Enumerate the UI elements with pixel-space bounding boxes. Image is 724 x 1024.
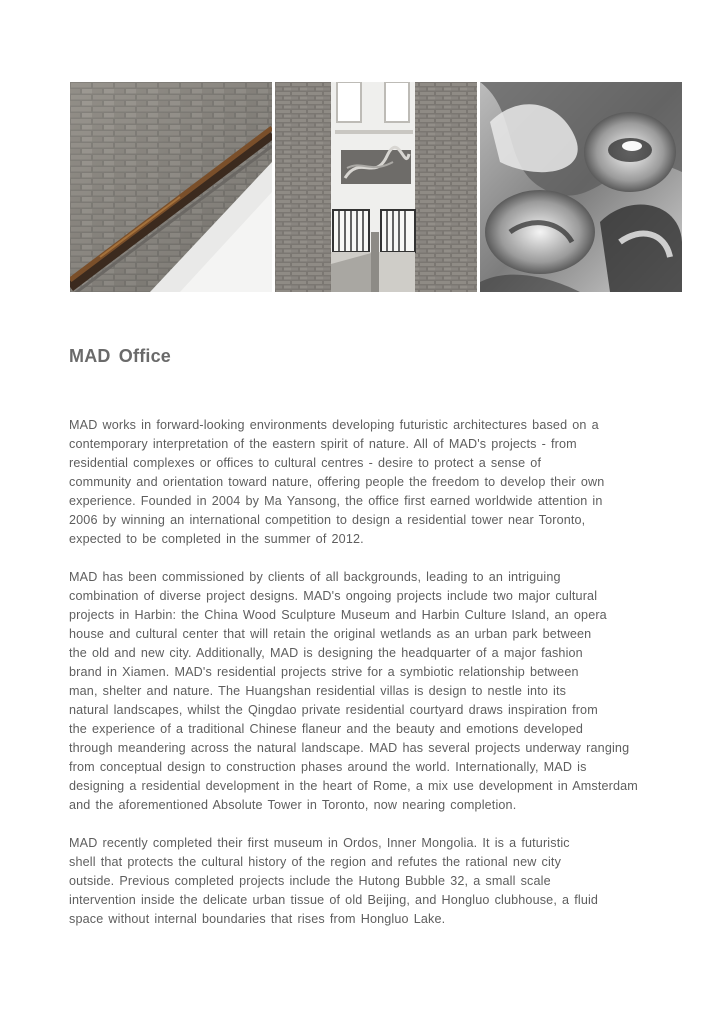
text-line: experience. Founded in 2004 by Ma Yansong, the office first earned worldwide attention in (69, 494, 603, 508)
body-text (69, 416, 659, 948)
text-line: house and cultural center that will retain the original wetlands as an urban park between (69, 627, 592, 641)
text-line: community and orientation toward nature, offering people the freedom to develop their own (69, 475, 605, 489)
photo-stair-hall (275, 82, 477, 292)
text-line: and the aforementioned Absolute Tower in Toronto, now nearing completion. (69, 798, 517, 812)
text-line: brand in Xiamen. MAD's residential projects strive for a symbiotic relationship between (69, 665, 579, 679)
photo-brick-wall-handrail (70, 82, 272, 292)
text-line: shell that protects the cultural history of the region and refutes the rational new city (69, 855, 562, 869)
text-line: projects in Harbin: the China Wood Sculpture Museum and Harbin Culture Island, an opera (69, 608, 607, 622)
text-line: space without internal boundaries that rises from Hongluo Lake. (69, 912, 446, 926)
text-line: outside. Previous completed projects include the Hutong Bubble 32, a small scale (69, 874, 551, 888)
text-line: man, shelter and nature. The Huangshan residential villas is design to nestle into its (69, 684, 567, 698)
paragraph (69, 568, 659, 815)
photo-strip (70, 82, 682, 292)
text-line: from conceptual design to construction phases around the world. Internationally, MAD is (69, 760, 587, 774)
paragraph (69, 834, 659, 929)
text-line: MAD has been commissioned by clients of all backgrounds, leading to an intriguing (69, 570, 561, 584)
text-line: expected to be completed in the summer of 2012. (69, 532, 364, 546)
text-line: the experience of a traditional Chinese flaneur and the beauty and emotions developed (69, 722, 584, 736)
text-line: 2006 by winning an international competition to design a residential tower near Toronto, (69, 513, 586, 527)
text-line: contemporary interpretation of the eastern spirit of nature. All of MAD's projects - from (69, 437, 577, 451)
text-line: intervention inside the delicate urban tissue of old Beijing, and Hongluo clubhouse, a fluid (69, 893, 599, 907)
page-title: MAD Office (69, 346, 172, 366)
text-line: through meandering across the natural landscape. MAD has several projects underway ranging (69, 741, 630, 755)
text-line: residential complexes or offices to cultural centres - desire to protect a sense of (69, 456, 542, 470)
text-line: combination of diverse project designs. MAD's ongoing projects include two major cultural (69, 589, 598, 603)
text-line: MAD recently completed their first museum in Ordos, Inner Mongolia. It is a futuristic (69, 836, 570, 850)
photo-chrome-reflection (480, 82, 682, 292)
text-line: MAD works in forward-looking environments developing futuristic architectures based on a (69, 418, 599, 432)
text-line: the old and new city. Additionally, MAD is designing the headquarter of a major fashion (69, 646, 583, 660)
text-line: designing a residential development in the heart of Rome, a mix use development in Amsterdam (69, 779, 638, 793)
text-line: natural landscapes, whilst the Qingdao private residential courtyard draws inspiration from (69, 703, 598, 717)
paragraph (69, 416, 659, 549)
